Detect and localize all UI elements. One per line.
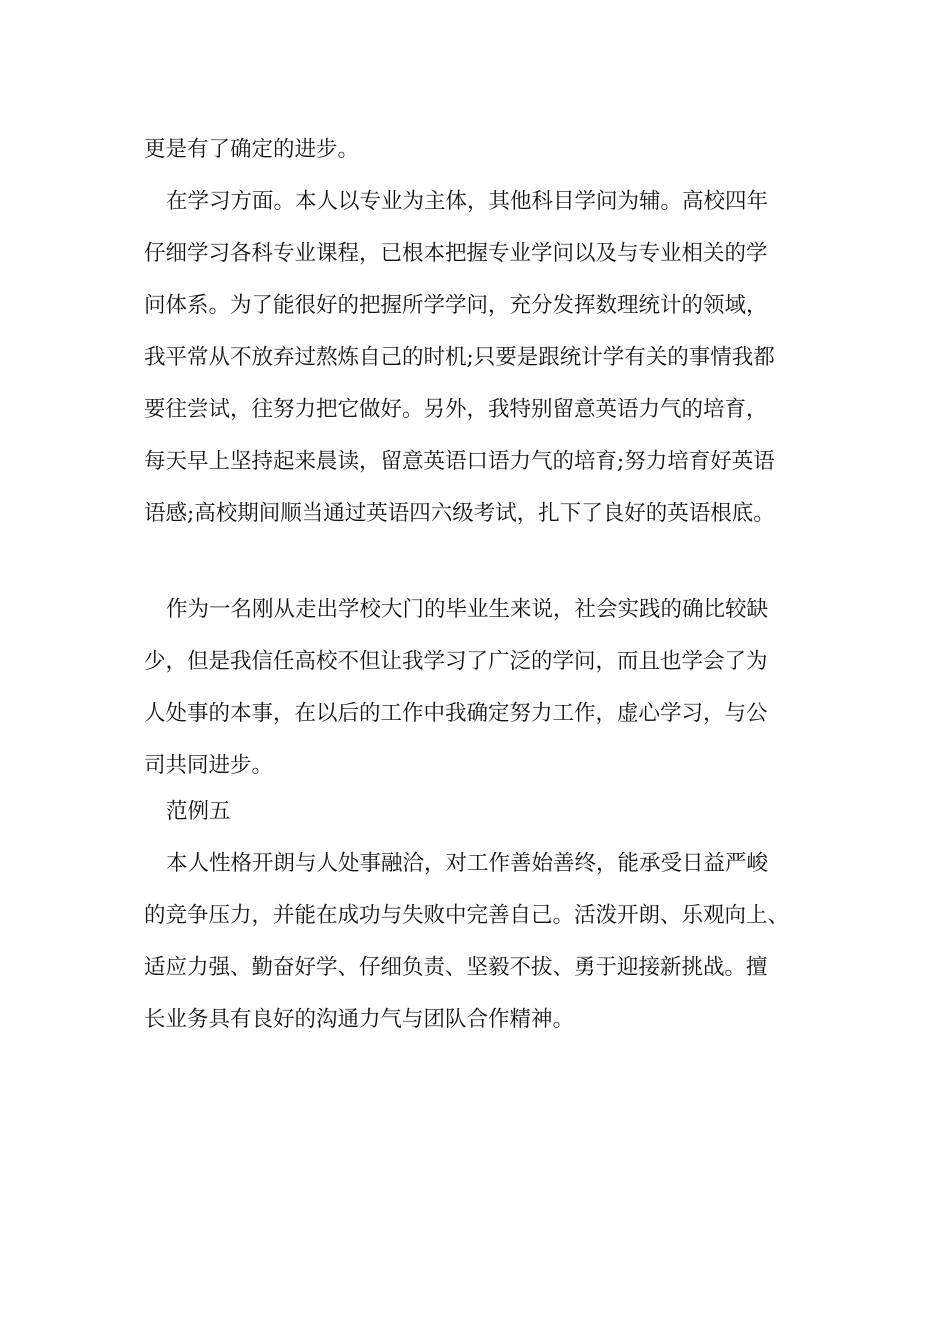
text-line: 要往尝试，往努力把它做好。另外，我特别留意英语力气的培育， (144, 397, 768, 422)
text-line: 更是有了确定的进步。 (144, 137, 360, 162)
text-line: 本人性格开朗与人处事融洽，对工作善始善终，能承受日益严峻 (166, 851, 769, 876)
text-line: 适应力强、勤奋好学、仔细负责、坚毅不拔、勇于迎接新挑战。擅 (144, 955, 768, 980)
text-line: 人处事的本事，在以后的工作中我确定努力工作，虚心学习，与公 (144, 701, 768, 726)
text-line: 少，但是我信任高校不但让我学习了广泛的学问，而且也学会了为 (144, 649, 768, 674)
text-line: 司共同进步。 (144, 753, 274, 778)
text-line: 在学习方面。本人以专业为主体，其他科目学问为辅。高校四年 (166, 189, 769, 214)
text-line: 仔细学习各科专业课程，已根本把握专业学问以及与专业相关的学 (144, 241, 768, 266)
text-line: 我平常从不放弃过熬炼自己的时机;只要是跟统计学有关的事情我都 (144, 345, 775, 370)
text-line: 作为一名刚从走出学校大门的毕业生来说，社会实践的确比较缺 (166, 597, 769, 622)
text-line: 每天早上坚持起来晨读，留意英语口语力气的培育;努力培育好英语 (144, 449, 775, 474)
section-heading: 范例五 (166, 799, 231, 824)
text-line: 语感;高校期间顺当通过英语四六级考试，扎下了良好的英语根底。 (144, 501, 775, 526)
text-line: 问体系。为了能很好的把握所学学问，充分发挥数理统计的领域， (144, 293, 768, 318)
text-line: 的竞争压力，并能在成功与失败中完善自己。活泼开朗、乐观向上、 (144, 903, 790, 928)
text-line: 长业务具有良好的沟通力气与团队合作精神。 (144, 1007, 575, 1032)
